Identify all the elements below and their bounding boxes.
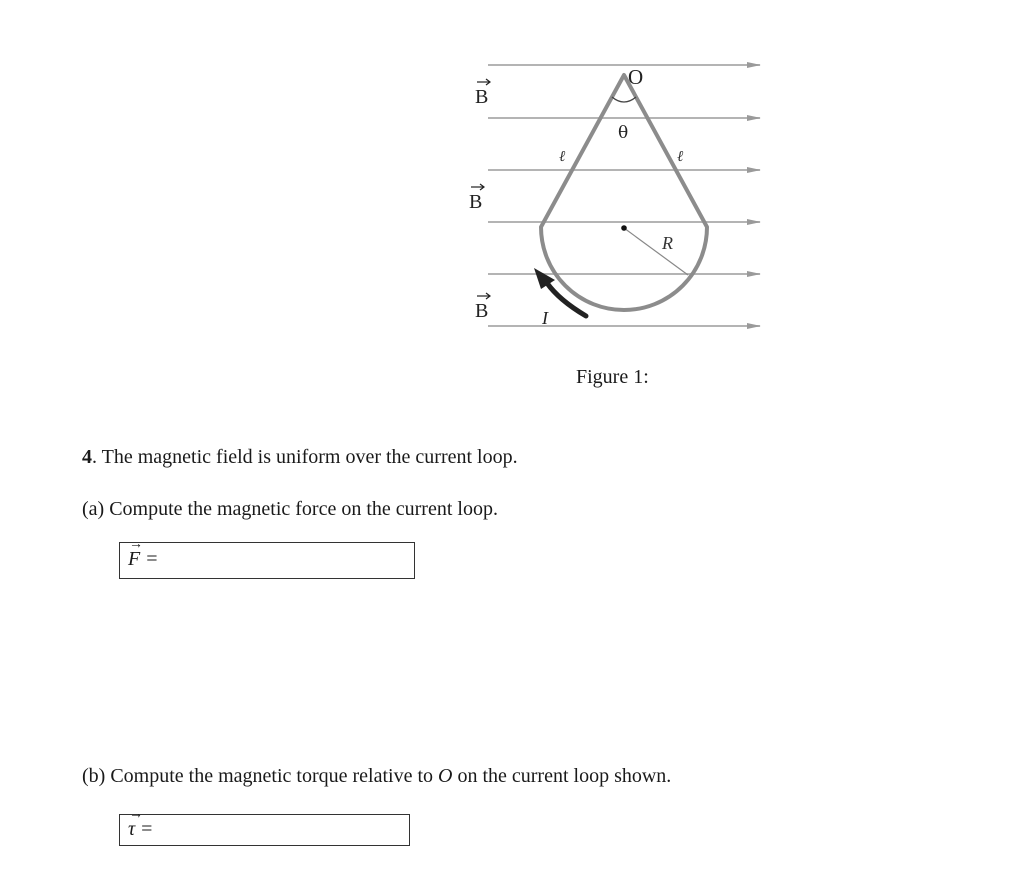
radius-label: R [662, 233, 673, 253]
figure-caption: Figure 1: [576, 366, 649, 388]
length-label-left: ℓ [559, 147, 566, 165]
svg-text:B: B [469, 191, 483, 213]
part-a-question: (a) Compute the magnetic force on the current loop. [82, 498, 498, 520]
length-label-right: ℓ [677, 147, 684, 165]
center-dot [621, 225, 627, 231]
svg-text:B: B [475, 86, 489, 108]
radius-line [624, 228, 688, 275]
b-label-3 [475, 293, 490, 322]
part-b-question [82, 765, 671, 788]
origin-label: O [628, 65, 644, 89]
problem-number: 4 [82, 446, 92, 468]
torque-equals: = [141, 818, 153, 840]
force-answer-field[interactable] [119, 542, 415, 579]
b-label-2 [469, 184, 484, 213]
part-b-text-before: (b) Compute the magnetic torque relative to [82, 765, 438, 787]
theta-arc [612, 97, 636, 102]
problem-statement [82, 446, 518, 469]
b-label-1 [475, 79, 490, 108]
part-b-text-after: on the current loop shown. [452, 765, 672, 787]
torque-symbol: → τ [128, 815, 135, 843]
part-b-point-o: O [438, 765, 453, 787]
theta-label: θ [618, 123, 629, 143]
loop-figure [0, 0, 1024, 360]
force-symbol: → F [128, 543, 140, 575]
torque-answer-field[interactable] [119, 814, 410, 846]
force-equals: = [146, 548, 158, 570]
current-label: I [542, 308, 548, 328]
svg-text:B: B [475, 300, 489, 322]
field-lines [488, 65, 760, 326]
problem-text: . The magnetic field is uniform over the current loop. [92, 446, 518, 468]
